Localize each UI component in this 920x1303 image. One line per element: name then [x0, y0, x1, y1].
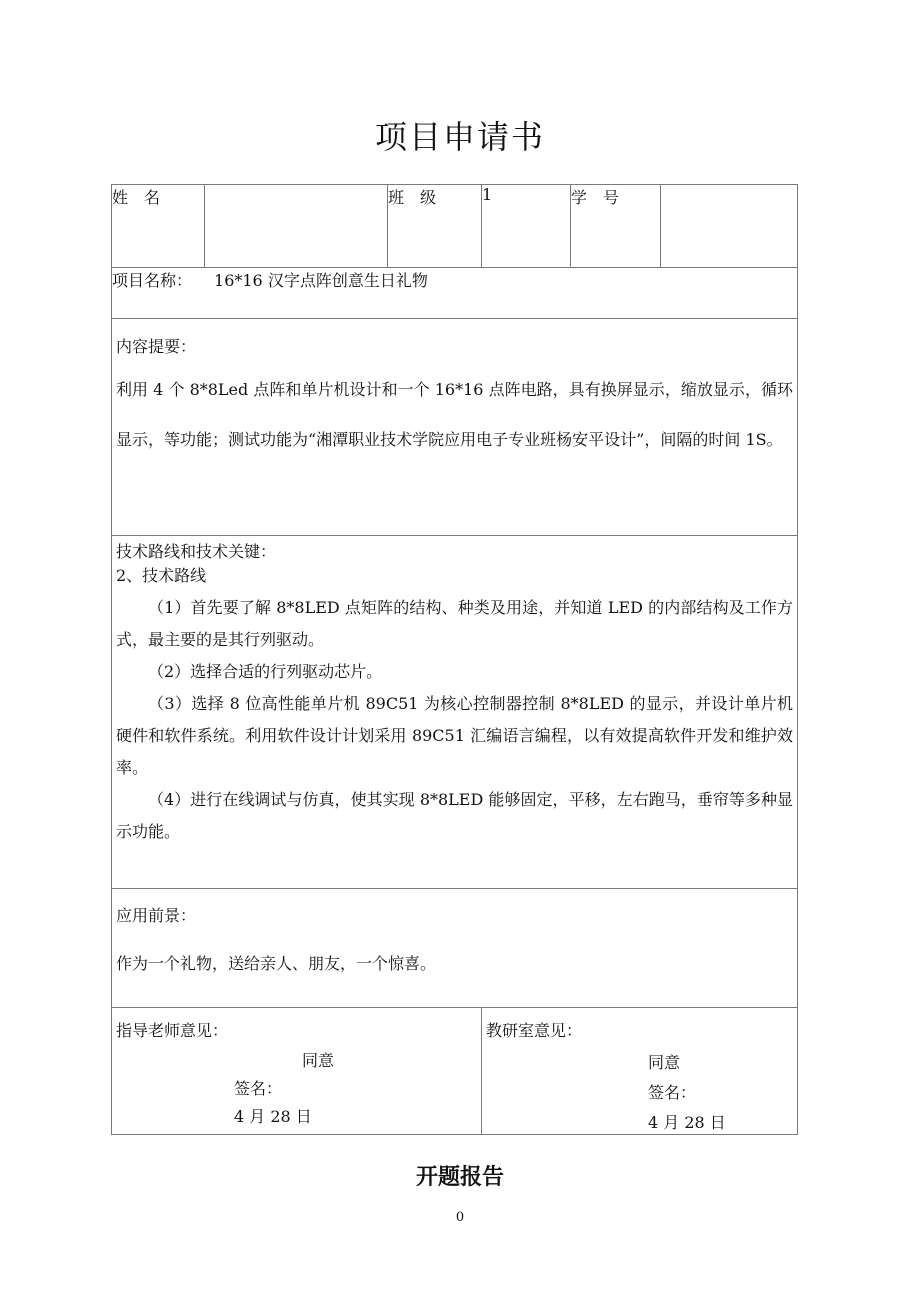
- office-heading: 教研室意见：: [486, 1021, 583, 1040]
- application-body: 作为一个礼物，送给亲人、朋友，一个惊喜。: [116, 954, 437, 973]
- summary-row: [112, 319, 798, 536]
- section-title-proposal: 开题报告: [415, 1165, 504, 1190]
- office-opinion: [482, 1008, 797, 1134]
- tech-step-2: （2）选择合适的行列驱动芯片。: [148, 662, 383, 681]
- summary-heading: 内容提要：: [116, 337, 197, 356]
- office-sign: 签名：: [648, 1083, 697, 1102]
- advisor-sign: 签名：: [234, 1079, 283, 1098]
- project-name-row: [112, 268, 798, 319]
- class-label: 班 级: [388, 185, 482, 268]
- application-form-table: [111, 184, 798, 1135]
- advisor-heading: 指导老师意见：: [116, 1021, 229, 1040]
- tech-step-3: （3）选择 8 位高性能单片机 89C51 为核心控制器控制 8*8LED 的显示，并设计单片机硬件和软件系统。利用软件设计计划采用 89C51 汇编语言编程，以有效提高软件开发和维护效率。: [116, 694, 793, 777]
- opinion-row: [112, 1008, 798, 1135]
- office-date: 4 月 28 日: [648, 1113, 726, 1132]
- student-info-row: [112, 185, 798, 268]
- student-id-label: 学 号: [571, 185, 661, 268]
- application-heading: 应用前景：: [116, 906, 197, 925]
- tech-subheading: 2、技术路线: [116, 566, 207, 585]
- tech-step-4: （4）进行在线调试与仿真，使其实现 8*8LED 能够固定，平移，左右跑马，垂帘等多种显示功能。: [116, 790, 793, 841]
- application-row: [112, 889, 798, 1008]
- class-value: 1: [482, 185, 571, 268]
- project-name-value: 16*16 汉字点阵创意生日礼物: [214, 271, 428, 290]
- name-label: 姓 名: [112, 185, 205, 268]
- tech-row: [112, 536, 798, 889]
- office-agree: 同意: [648, 1053, 681, 1072]
- page-number: 0: [455, 1210, 465, 1225]
- advisor-date: 4 月 28 日: [234, 1107, 312, 1126]
- page-title: 项目申请书: [374, 118, 545, 156]
- advisor-opinion: [112, 1008, 481, 1134]
- student-id-value: [661, 185, 798, 268]
- project-name-label: 项目名称：: [112, 271, 193, 290]
- tech-step-1: （1）首先要了解 8*8LED 点矩阵的结构、种类及用途，并知道 LED 的内部结构及工作方式，最主要的是其行列驱动。: [116, 598, 793, 649]
- summary-body: 利用 4 个 8*8Led 点阵和单片机设计和一个 16*16 点阵电路，具有换屏显示，缩放显示，循环显示，等功能；测试功能为“湘潭职业技术学院应用电子专业班杨安平设计”，间隔的时间 1S。: [116, 380, 793, 449]
- tech-heading: 技术路线和技术关键：: [116, 542, 277, 561]
- name-value: [205, 185, 388, 268]
- advisor-agree: 同意: [302, 1051, 335, 1070]
